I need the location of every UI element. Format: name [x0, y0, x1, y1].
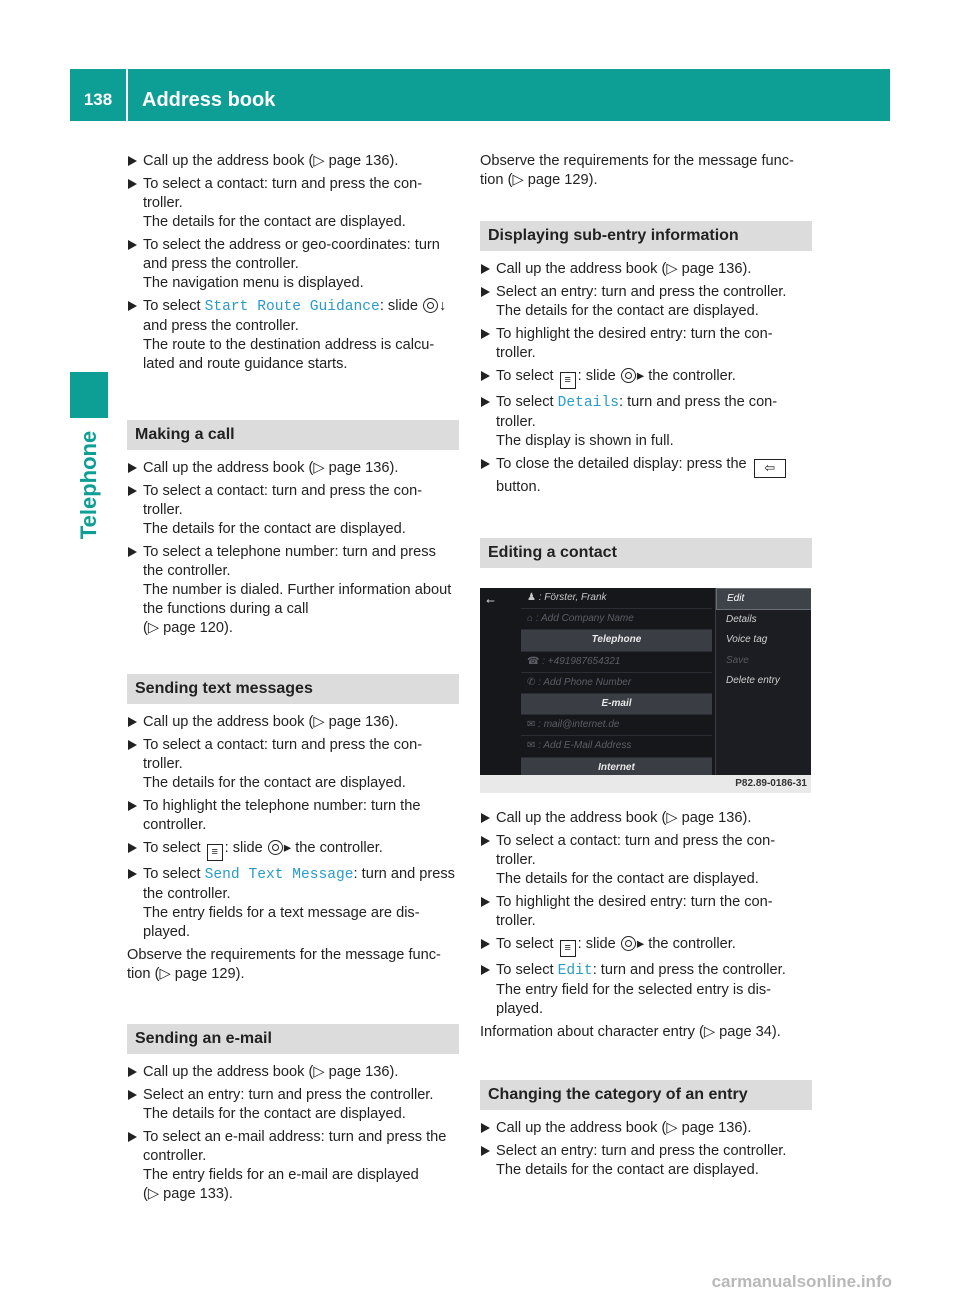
page-title: Address book: [142, 89, 276, 111]
step-item: To select an e-mail address: turn and press the controller. The entry fields for an e-mail are displayed (▷ page 133).: [127, 1128, 459, 1204]
arrow-icon: [481, 325, 490, 346]
list-item: ⌂ : Add Company Name: [521, 609, 712, 630]
step-item: To select a contact: turn and press the con-troller. The details for the contact are displayed.: [480, 832, 812, 889]
list-group-header: Telephone: [521, 630, 712, 651]
arrow-icon: [481, 260, 490, 281]
arrow-icon: [481, 393, 490, 414]
list-item: ☎ : +491987654321: [521, 652, 712, 673]
step-item: Call up the address book (▷ page 136).: [127, 459, 459, 478]
note-text: Observe the requirements for the message func-tion (▷ page 129).: [480, 153, 794, 188]
menu-item-start-route-guidance: Start Route Guidance: [204, 299, 380, 315]
arrow-icon: [481, 283, 490, 304]
section-heading: Sending text messages: [127, 674, 459, 704]
menu-item-save: Save: [726, 654, 749, 666]
back-arrow-icon: ⭠: [486, 595, 495, 607]
step-item: To select ≡ : slide ▸ the controller.: [480, 367, 812, 389]
section-heading: Changing the category of an entry: [480, 1080, 812, 1110]
step-item: Select an entry: turn and press the controller. The details for the contact are displayed.: [127, 1086, 459, 1124]
step-item: To select Start Route Guidance: slide ↓ and press the controller. The route to the destination address is calcu-lated and route guidance starts.: [127, 297, 459, 374]
section-tab-marker: [70, 372, 108, 418]
header-divider: [126, 69, 128, 121]
arrow-icon: [128, 236, 137, 257]
step-item: Select an entry: turn and press the controller. The details for the contact are displayed.: [480, 1142, 812, 1180]
section-heading: Sending an e-mail: [127, 1024, 459, 1054]
list-group-header: Internet: [521, 758, 712, 779]
step-item: Call up the address book (▷ page 136).: [480, 1119, 812, 1138]
options-key-icon: ≡: [560, 372, 576, 389]
options-key-icon: ≡: [207, 844, 223, 861]
contact-entry-list: [521, 588, 712, 775]
options-key-icon: ≡: [560, 940, 576, 957]
arrow-icon: [481, 961, 490, 982]
step-item: To select the address or geo-coordinates: turn and press the controller. The navigation menu is displayed.: [127, 236, 459, 293]
section-heading: Editing a contact: [480, 538, 812, 568]
arrow-icon: [128, 797, 137, 818]
menu-item-edit: Edit: [716, 588, 811, 610]
step-item: Call up the address book (▷ page 136).: [127, 152, 459, 171]
controller-icon: [268, 840, 283, 855]
step-item: To select ≡ : slide ▸ the controller.: [127, 839, 459, 861]
list-item: ✉ : mail@internet.de: [521, 715, 712, 736]
step-item: To highlight the desired entry: turn the con-troller.: [480, 893, 812, 931]
arrow-icon: [481, 1142, 490, 1163]
watermark-text: carmanualsonline.info: [711, 1272, 892, 1291]
arrow-icon: [128, 175, 137, 196]
step-item: Select an entry: turn and press the controller. The details for the contact are displayed.: [480, 283, 812, 321]
step-item: To select Send Text Message: turn and press the controller. The entry fields for a text message are dis-played.: [127, 865, 459, 942]
page-header: [70, 69, 890, 121]
arrow-icon: [128, 865, 137, 886]
contact-name-row: ♟ : Förster, Frank: [521, 588, 712, 609]
step-item: Call up the address book (▷ page 136).: [127, 1063, 459, 1082]
arrow-icon: [481, 893, 490, 914]
step-item: Call up the address book (▷ page 136).: [480, 260, 812, 279]
arrow-icon: [481, 1119, 490, 1140]
step-item: To close the detailed display: press the ⇦ button.: [480, 455, 812, 497]
arrow-icon: [128, 1086, 137, 1107]
arrow-icon: [481, 455, 490, 476]
arrow-icon: [481, 935, 490, 956]
list-group-header: E-mail: [521, 694, 712, 715]
options-menu: [715, 588, 811, 775]
list-item: ✆ : Add Phone Number: [521, 673, 712, 694]
menu-item-send-text-message: Send Text Message: [204, 867, 354, 883]
step-item: To select Edit: turn and press the controller. The entry field for the selected entry is dis-played.: [480, 961, 812, 1019]
page-number: 138: [83, 90, 113, 109]
arrow-icon: [128, 152, 137, 173]
section-heading: Displaying sub-entry information: [480, 221, 812, 251]
section-side-label: Telephone: [76, 430, 101, 540]
step-item: To highlight the desired entry: turn the con-troller.: [480, 325, 812, 363]
note-text: Information about character entry (▷ page 34).: [480, 1024, 781, 1040]
note-text: Observe the requirements for the message func-tion (▷ page 129).: [127, 947, 441, 982]
menu-item-edit: Edit: [557, 963, 593, 979]
menu-item-details: Details: [557, 395, 619, 411]
section-heading: Making a call: [127, 420, 459, 450]
arrow-icon: [128, 736, 137, 757]
step-item: To select a contact: turn and press the con-troller. The details for the contact are displayed.: [127, 482, 459, 539]
step-item: To select a contact: turn and press the con-troller. The details for the contact are displayed.: [127, 736, 459, 793]
step-item: To highlight the telephone number: turn the controller.: [127, 797, 459, 835]
menu-item-delete-entry: Delete entry: [726, 674, 780, 686]
step-item: To select a contact: turn and press the con-troller. The details for the contact are displayed.: [127, 175, 459, 232]
arrow-icon: [128, 1063, 137, 1084]
arrow-icon: [128, 459, 137, 480]
arrow-icon: [128, 713, 137, 734]
step-item: Call up the address book (▷ page 136).: [127, 713, 459, 732]
back-button-icon: ⇦: [754, 459, 786, 478]
display-screenshot: [480, 588, 811, 793]
step-item: To select a telephone number: turn and press the controller. The number is dialed. Further information about the functions during a call (▷ page 120).: [127, 543, 459, 638]
arrow-icon: [128, 297, 137, 318]
step-item: To select ≡ : slide ▸ the controller.: [480, 935, 812, 957]
menu-item-details: Details: [726, 614, 757, 626]
arrow-icon: [481, 832, 490, 853]
arrow-icon: [128, 839, 137, 860]
list-item: ✉ : Add E-Mail Address: [521, 736, 712, 757]
menu-item-voice-tag: Voice tag: [726, 634, 768, 646]
image-caption: P82.89-0186-31: [480, 775, 811, 793]
arrow-icon: [128, 543, 137, 564]
arrow-icon: [481, 809, 490, 830]
arrow-icon: [128, 1128, 137, 1149]
step-item: To select Details: turn and press the con-troller. The display is shown in full.: [480, 393, 812, 451]
left-column: [127, 152, 459, 1208]
controller-icon: [621, 936, 636, 951]
arrow-icon: [481, 367, 490, 388]
controller-icon: [621, 368, 636, 383]
arrow-icon: [128, 482, 137, 503]
step-item: Call up the address book (▷ page 136).: [480, 809, 812, 828]
right-column: [480, 152, 812, 1184]
controller-icon: [423, 298, 438, 313]
